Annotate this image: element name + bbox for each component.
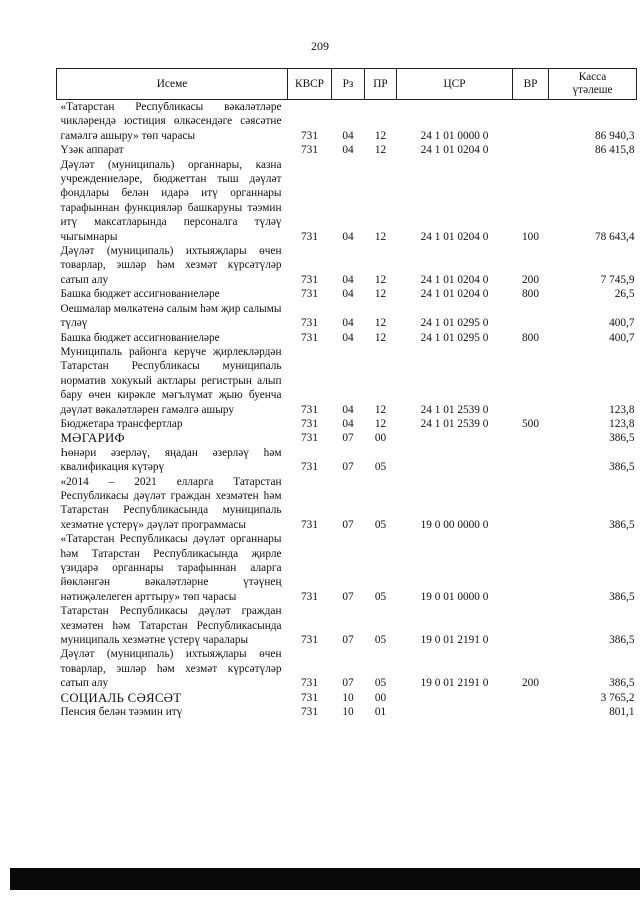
row-rz: 04	[342, 129, 354, 142]
row-rz: 04	[342, 403, 354, 416]
row-name: СОЦИАЛЬ СӘЯСӘТ	[60, 690, 182, 705]
row-name: Дәүләт (муниципаль) органнары, казна учреждениеләре, бюджеттан тыш дәүләт фондлары белән идарә итү органнары тарафыннан функцияләр башкаруны тәэмин итү максатларында персоналга түләү чыгымнары	[60, 158, 282, 243]
row-rz: 04	[342, 417, 354, 430]
table-row	[57, 287, 637, 301]
row-csr: 19 0 01 2191 0	[420, 634, 489, 647]
row-pr: 12	[374, 331, 387, 344]
row-csr: 24 1 01 0204 0	[420, 273, 489, 286]
row-name: Башка бюджет ассигнованиеләре	[60, 331, 220, 344]
budget-table	[56, 68, 637, 719]
row-pr: 12	[374, 129, 387, 142]
row-amount: 386,5	[609, 634, 635, 647]
row-pr: 12	[374, 144, 387, 157]
table-row	[57, 345, 637, 417]
row-name: Муниципаль районга керүче җирлекләрдән Татарстан Республикасы муниципаль норматив хокукый актлары регистрын алып бару өчен кирәкле мәгълүмат җыю буенча дәүләт вәкаләтләрен гамәлгә ашыру	[60, 345, 282, 416]
row-name: Һөнәри әзерләү, яңадан әзерләү һәм квалификация күтәрү	[60, 446, 282, 474]
row-csr: 19 0 01 0000 0	[420, 590, 489, 603]
row-amount: 78 643,4	[594, 230, 635, 243]
row-name: Башка бюджет ассигнованиеләре	[60, 288, 220, 301]
row-amount: 26,5	[614, 288, 635, 301]
row-csr	[397, 446, 513, 475]
header-kassa-line2: үтәлеше	[572, 84, 613, 96]
row-kvsr: 731	[301, 230, 318, 243]
row-csr: 24 1 01 0204 0	[420, 144, 489, 157]
table-row	[57, 532, 637, 604]
row-name: «2014 – 2021 елларга Татарстан Республикасы дәүләт граждан хезмәтен һәм Татарстан Республикасында муниципаль хезмәтне үстерү» дәүләт программасы	[60, 475, 282, 531]
row-csr	[397, 705, 513, 719]
row-amount: 386,5	[609, 432, 635, 445]
row-amount: 7 745,9	[600, 273, 635, 286]
row-pr: 05	[374, 461, 387, 474]
row-amount: 3 765,2	[600, 691, 635, 704]
row-csr: 24 1 01 2539 0	[420, 403, 489, 416]
row-kvsr: 731	[301, 331, 318, 344]
row-rz: 04	[342, 144, 354, 157]
row-pr: 00	[374, 432, 387, 445]
row-vr: 500	[522, 417, 539, 430]
row-kvsr: 731	[301, 706, 318, 719]
row-name: «Татарстан Республикасы вәкаләтләре чикләрендә юстиция өлкәсендәге сәясәтне гамәлгә ашыру» төп чарасы	[60, 101, 282, 142]
row-amount: 801,1	[609, 706, 635, 719]
row-vr: 100	[522, 230, 539, 243]
row-csr: 19 0 00 0000 0	[420, 518, 489, 531]
row-vr: 800	[522, 331, 539, 344]
row-kvsr: 731	[301, 129, 318, 142]
row-amount: 386,5	[609, 677, 635, 690]
row-amount: 86 940,3	[594, 129, 635, 142]
table-row	[57, 100, 637, 144]
row-kvsr: 731	[301, 518, 318, 531]
row-pr: 12	[374, 317, 387, 330]
row-name: МӘГАРИФ	[60, 431, 125, 446]
row-amount: 123,8	[609, 403, 635, 416]
row-pr: 12	[374, 403, 387, 416]
row-pr: 05	[374, 677, 387, 690]
row-rz: 07	[342, 677, 354, 690]
row-kvsr: 731	[301, 144, 318, 157]
row-vr: 200	[522, 273, 539, 286]
row-name: Пенсия белән тәэмин итү	[60, 706, 183, 719]
row-kvsr: 731	[301, 677, 318, 690]
budget-table-wrap	[56, 68, 636, 719]
row-csr	[397, 691, 513, 705]
table-header-row	[57, 69, 637, 100]
row-pr: 00	[374, 691, 387, 704]
row-amount: 386,5	[609, 518, 635, 531]
row-vr	[513, 475, 549, 533]
row-csr: 24 1 01 0295 0	[420, 331, 489, 344]
row-pr: 12	[374, 273, 387, 286]
row-pr: 05	[374, 518, 387, 531]
row-kvsr: 731	[301, 288, 318, 301]
row-vr	[513, 431, 549, 445]
header-name: Исеме	[57, 69, 288, 100]
row-name: «Татарстан Республикасы дәүләт органнары һәм Татарстан Республикасында җирле үзидарә органнары тарафыннан аларга йөкләнгән вәкаләтләрне үтәүнең нәтиҗәлелеген арттыру» төп чарасы	[60, 533, 282, 603]
row-csr: 24 1 01 0204 0	[420, 288, 489, 301]
row-vr	[513, 532, 549, 604]
row-rz: 04	[342, 288, 354, 301]
row-name: Дәүләт (муниципаль) ихтыяҗлары өчен товарлар, эшләр һәм хезмәт күрсәтүләр сатып алу	[60, 648, 282, 690]
row-rz: 07	[342, 518, 354, 531]
row-vr: 200	[522, 677, 539, 690]
row-pr: 05	[374, 634, 387, 647]
row-kvsr: 731	[301, 461, 318, 474]
table-row	[57, 647, 637, 690]
table-row	[57, 475, 637, 533]
row-rz: 04	[342, 230, 354, 243]
row-kvsr: 731	[301, 273, 318, 286]
header-kassa-line1: Касса	[578, 71, 607, 83]
row-csr: 19 0 01 2191 0	[420, 677, 489, 690]
header-kassa	[549, 69, 637, 100]
table-row	[57, 691, 637, 705]
table-row	[57, 331, 637, 345]
header-kvsr: КВСР	[288, 69, 332, 100]
row-kvsr: 731	[301, 634, 318, 647]
row-name: Оешмалар мөлкәтенә салым һәм җир салымы түләү	[60, 302, 282, 330]
row-pr: 05	[374, 590, 387, 603]
row-rz: 10	[342, 691, 354, 704]
table-row	[57, 431, 637, 445]
row-kvsr: 731	[301, 317, 318, 330]
table-row	[57, 158, 637, 244]
row-kvsr: 731	[301, 403, 318, 416]
row-csr	[397, 431, 513, 445]
row-vr	[513, 100, 549, 144]
row-amount: 386,5	[609, 461, 635, 474]
header-vr: ВР	[513, 69, 549, 100]
row-kvsr: 731	[301, 590, 318, 603]
table-row	[57, 302, 637, 331]
row-vr	[513, 446, 549, 475]
row-name: Дәүләт (муниципаль) ихтыяҗлары өчен товарлар, эшләр һәм хезмәт күрсәтүләр сатып алу	[60, 245, 282, 286]
header-pr: ПР	[365, 69, 397, 100]
row-amount: 386,5	[609, 590, 635, 603]
row-csr: 24 1 01 0295 0	[420, 317, 489, 330]
header-csr: ЦСР	[397, 69, 513, 100]
row-pr: 12	[374, 230, 387, 243]
table-row	[57, 446, 637, 475]
row-pr: 12	[374, 288, 387, 301]
row-vr	[513, 143, 549, 157]
row-rz: 07	[342, 590, 354, 603]
row-name: Бюджетара трансфертлар	[60, 417, 183, 430]
row-amount: 123,8	[609, 417, 635, 430]
scan-bottom-edge	[10, 868, 640, 890]
row-rz: 04	[342, 317, 354, 330]
row-rz: 10	[342, 706, 354, 719]
table-row	[57, 244, 637, 287]
table-row	[57, 705, 637, 719]
row-rz: 04	[342, 273, 354, 286]
row-kvsr: 731	[301, 691, 318, 704]
header-rz: Рз	[332, 69, 365, 100]
row-amount: 86 415,8	[594, 144, 635, 157]
row-csr: 24 1 01 0000 0	[420, 129, 489, 142]
row-rz: 07	[342, 634, 354, 647]
row-pr: 12	[374, 417, 387, 430]
row-rz: 07	[342, 461, 354, 474]
row-name: Үзәк аппарат	[60, 144, 124, 157]
row-vr	[513, 345, 549, 417]
row-amount: 400,7	[609, 317, 635, 330]
table-body	[57, 100, 637, 720]
row-vr: 800	[522, 288, 539, 301]
row-kvsr: 731	[301, 432, 318, 445]
row-kvsr: 731	[301, 417, 318, 430]
row-vr	[513, 705, 549, 719]
row-pr: 01	[374, 706, 387, 719]
page-number: 209	[311, 39, 329, 53]
row-rz: 07	[342, 432, 354, 445]
row-csr: 24 1 01 2539 0	[420, 417, 489, 430]
row-vr	[513, 604, 549, 647]
table-row	[57, 143, 637, 157]
table-row	[57, 417, 637, 431]
row-vr	[513, 691, 549, 705]
row-csr: 24 1 01 0204 0	[420, 230, 489, 243]
row-amount: 400,7	[609, 331, 635, 344]
row-name: Татарстан Республикасы дәүләт граждан хезмәтен һәм Татарстан Республикасында муниципаль хезмәтне үстерү чаралары	[60, 605, 282, 647]
row-vr	[513, 302, 549, 331]
table-row	[57, 604, 637, 647]
row-rz: 04	[342, 331, 354, 344]
